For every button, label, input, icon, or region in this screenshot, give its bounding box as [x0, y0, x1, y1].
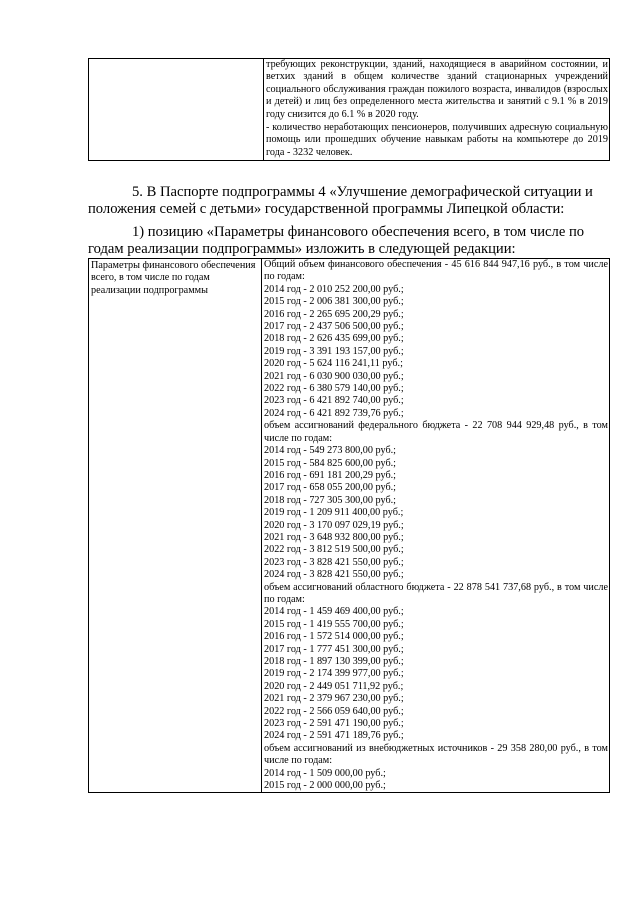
extrabudgetary-year-list [262, 768, 609, 793]
empty-left-cell [89, 59, 264, 161]
regional-year-line: 2022 год - 2 566 059 640,00 руб.; [264, 705, 404, 717]
total-year-line: 2020 год - 5 624 116 241,11 руб.; [264, 358, 403, 370]
total-year-line: 2023 год - 6 421 892 740,00 руб.; [264, 395, 404, 407]
federal-year-line: 2020 год - 3 170 097 029,19 руб.; [264, 519, 404, 531]
total-year-line: 2022 год - 6 380 579 140,00 руб.; [264, 383, 404, 395]
regional-year-line: 2024 год - 2 591 471 189,76 руб.; [264, 730, 404, 742]
federal-year-line: 2014 год - 549 273 800,00 руб.; [264, 445, 397, 457]
regional-year-line: 2016 год - 1 572 514 000,00 руб.; [264, 631, 404, 643]
federal-year-line: 2022 год - 3 812 519 500,00 руб.; [264, 544, 404, 556]
regional-year-line: 2023 год - 2 591 471 190,00 руб.; [264, 718, 404, 730]
regional-year-line: 2021 год - 2 379 967 230,00 руб.; [264, 693, 404, 705]
continuation-text: требующих реконструкции, зданий, находящиеся в аварийном состоянии, и ветхих зданий в общем количестве зданий стационарных учреждений социального обслуживания граждан пожилого возраста, инвалидов (взрослых и детей) и лиц без определенного места жительства и занятий с 9.1 % в 2019 году снизится до 6.1 % в 2020 году. [266, 59, 608, 120]
parameter-label: Параметры финансового обеспечения всего, в том числе по годам реализации подпрограммы [91, 260, 256, 296]
total-year-line: 2017 год - 2 437 506 500,00 руб.; [264, 321, 404, 333]
extrabudgetary-year-line: 2015 год - 2 000 000,00 руб.; [264, 780, 386, 792]
continuation-table [88, 58, 610, 161]
total-year-line: 2016 год - 2 265 695 200,29 руб.; [264, 308, 404, 320]
table-row [89, 59, 610, 161]
federal-year-line: 2016 год - 691 181 200,29 руб.; [264, 469, 397, 481]
regional-year-line: 2020 год - 2 449 051 711,92 руб.; [264, 680, 404, 692]
continuation-text-2: - количество неработающих пенсионеров, получивших адресную социальную помощь или прошедших обучение навыкам работы на компьютере до 2019 года - 3232 человек. [266, 122, 608, 158]
parameter-label-cell [89, 259, 262, 793]
extrabudgetary-year-line: 2014 год - 1 509 000,00 руб.; [264, 767, 386, 779]
regional-header: объем ассигнований областного бюджета - 22 878 541 737,68 руб., в том числе по годам: [264, 581, 608, 605]
total-year-list [262, 284, 609, 420]
paragraph-1: 1) позицию «Параметры финансового обеспечения всего, в том числе по годам реализации подпрограммы» изложить в следующей редакции: [88, 224, 585, 257]
total-header: Общий объем финансового обеспечения - 45 616 844 947,16 руб., в том числе по годам: [264, 259, 608, 283]
total-year-line: 2021 год - 6 030 900 030,00 руб.; [264, 370, 404, 382]
total-year-line: 2024 год - 6 421 892 739,76 руб.; [264, 407, 404, 419]
regional-year-line: 2014 год - 1 459 469 400,00 руб.; [264, 606, 404, 618]
federal-year-list [262, 445, 609, 581]
federal-year-line: 2021 год - 3 648 932 800,00 руб.; [264, 531, 404, 543]
federal-header: объем ассигнований федерального бюджета - 22 708 944 929,48 руб., в том числе по годам: [264, 420, 608, 444]
federal-year-line: 2018 год - 727 305 300,00 руб.; [264, 494, 397, 506]
regional-year-line: 2018 год - 1 897 130 399,00 руб.; [264, 656, 404, 667]
continuation-right-cell [264, 59, 610, 161]
regional-year-list [262, 606, 609, 742]
federal-year-line: 2023 год - 3 828 421 550,00 руб.; [264, 556, 404, 568]
financing-table [88, 258, 610, 793]
federal-year-line: 2024 год - 3 828 421 550,00 руб.; [264, 569, 404, 581]
total-year-line: 2014 год - 2 010 252 200,00 руб.; [264, 283, 404, 295]
total-year-line: 2018 год - 2 626 435 699,00 руб.; [264, 333, 404, 345]
federal-year-line: 2017 год - 658 055 200,00 руб.; [264, 482, 397, 494]
federal-year-line: 2015 год - 584 825 600,00 руб.; [264, 457, 397, 469]
total-year-line: 2019 год - 3 391 193 157,00 руб.; [264, 345, 404, 357]
regional-year-line: 2017 год - 1 777 451 300,00 руб.; [264, 643, 404, 655]
federal-year-line: 2019 год - 1 209 911 400,00 руб.; [264, 507, 404, 519]
table-row [89, 259, 610, 793]
regional-year-line: 2019 год - 2 174 399 977,00 руб.; [264, 668, 404, 680]
regional-year-line: 2015 год - 1 419 555 700,00 руб.; [264, 618, 404, 630]
financing-values-cell [262, 259, 610, 793]
extrabudgetary-header: объем ассигнований из внебюджетных источников - 29 358 280,00 руб., в том числе по годам: [264, 742, 608, 767]
total-year-line: 2015 год - 2 006 381 300,00 руб.; [264, 296, 404, 308]
paragraph-5: 5. В Паспорте подпрограммы 4 «Улучшение демографической ситуации и положения семей с детьми» государственной программы Липецкой области: [88, 184, 593, 217]
